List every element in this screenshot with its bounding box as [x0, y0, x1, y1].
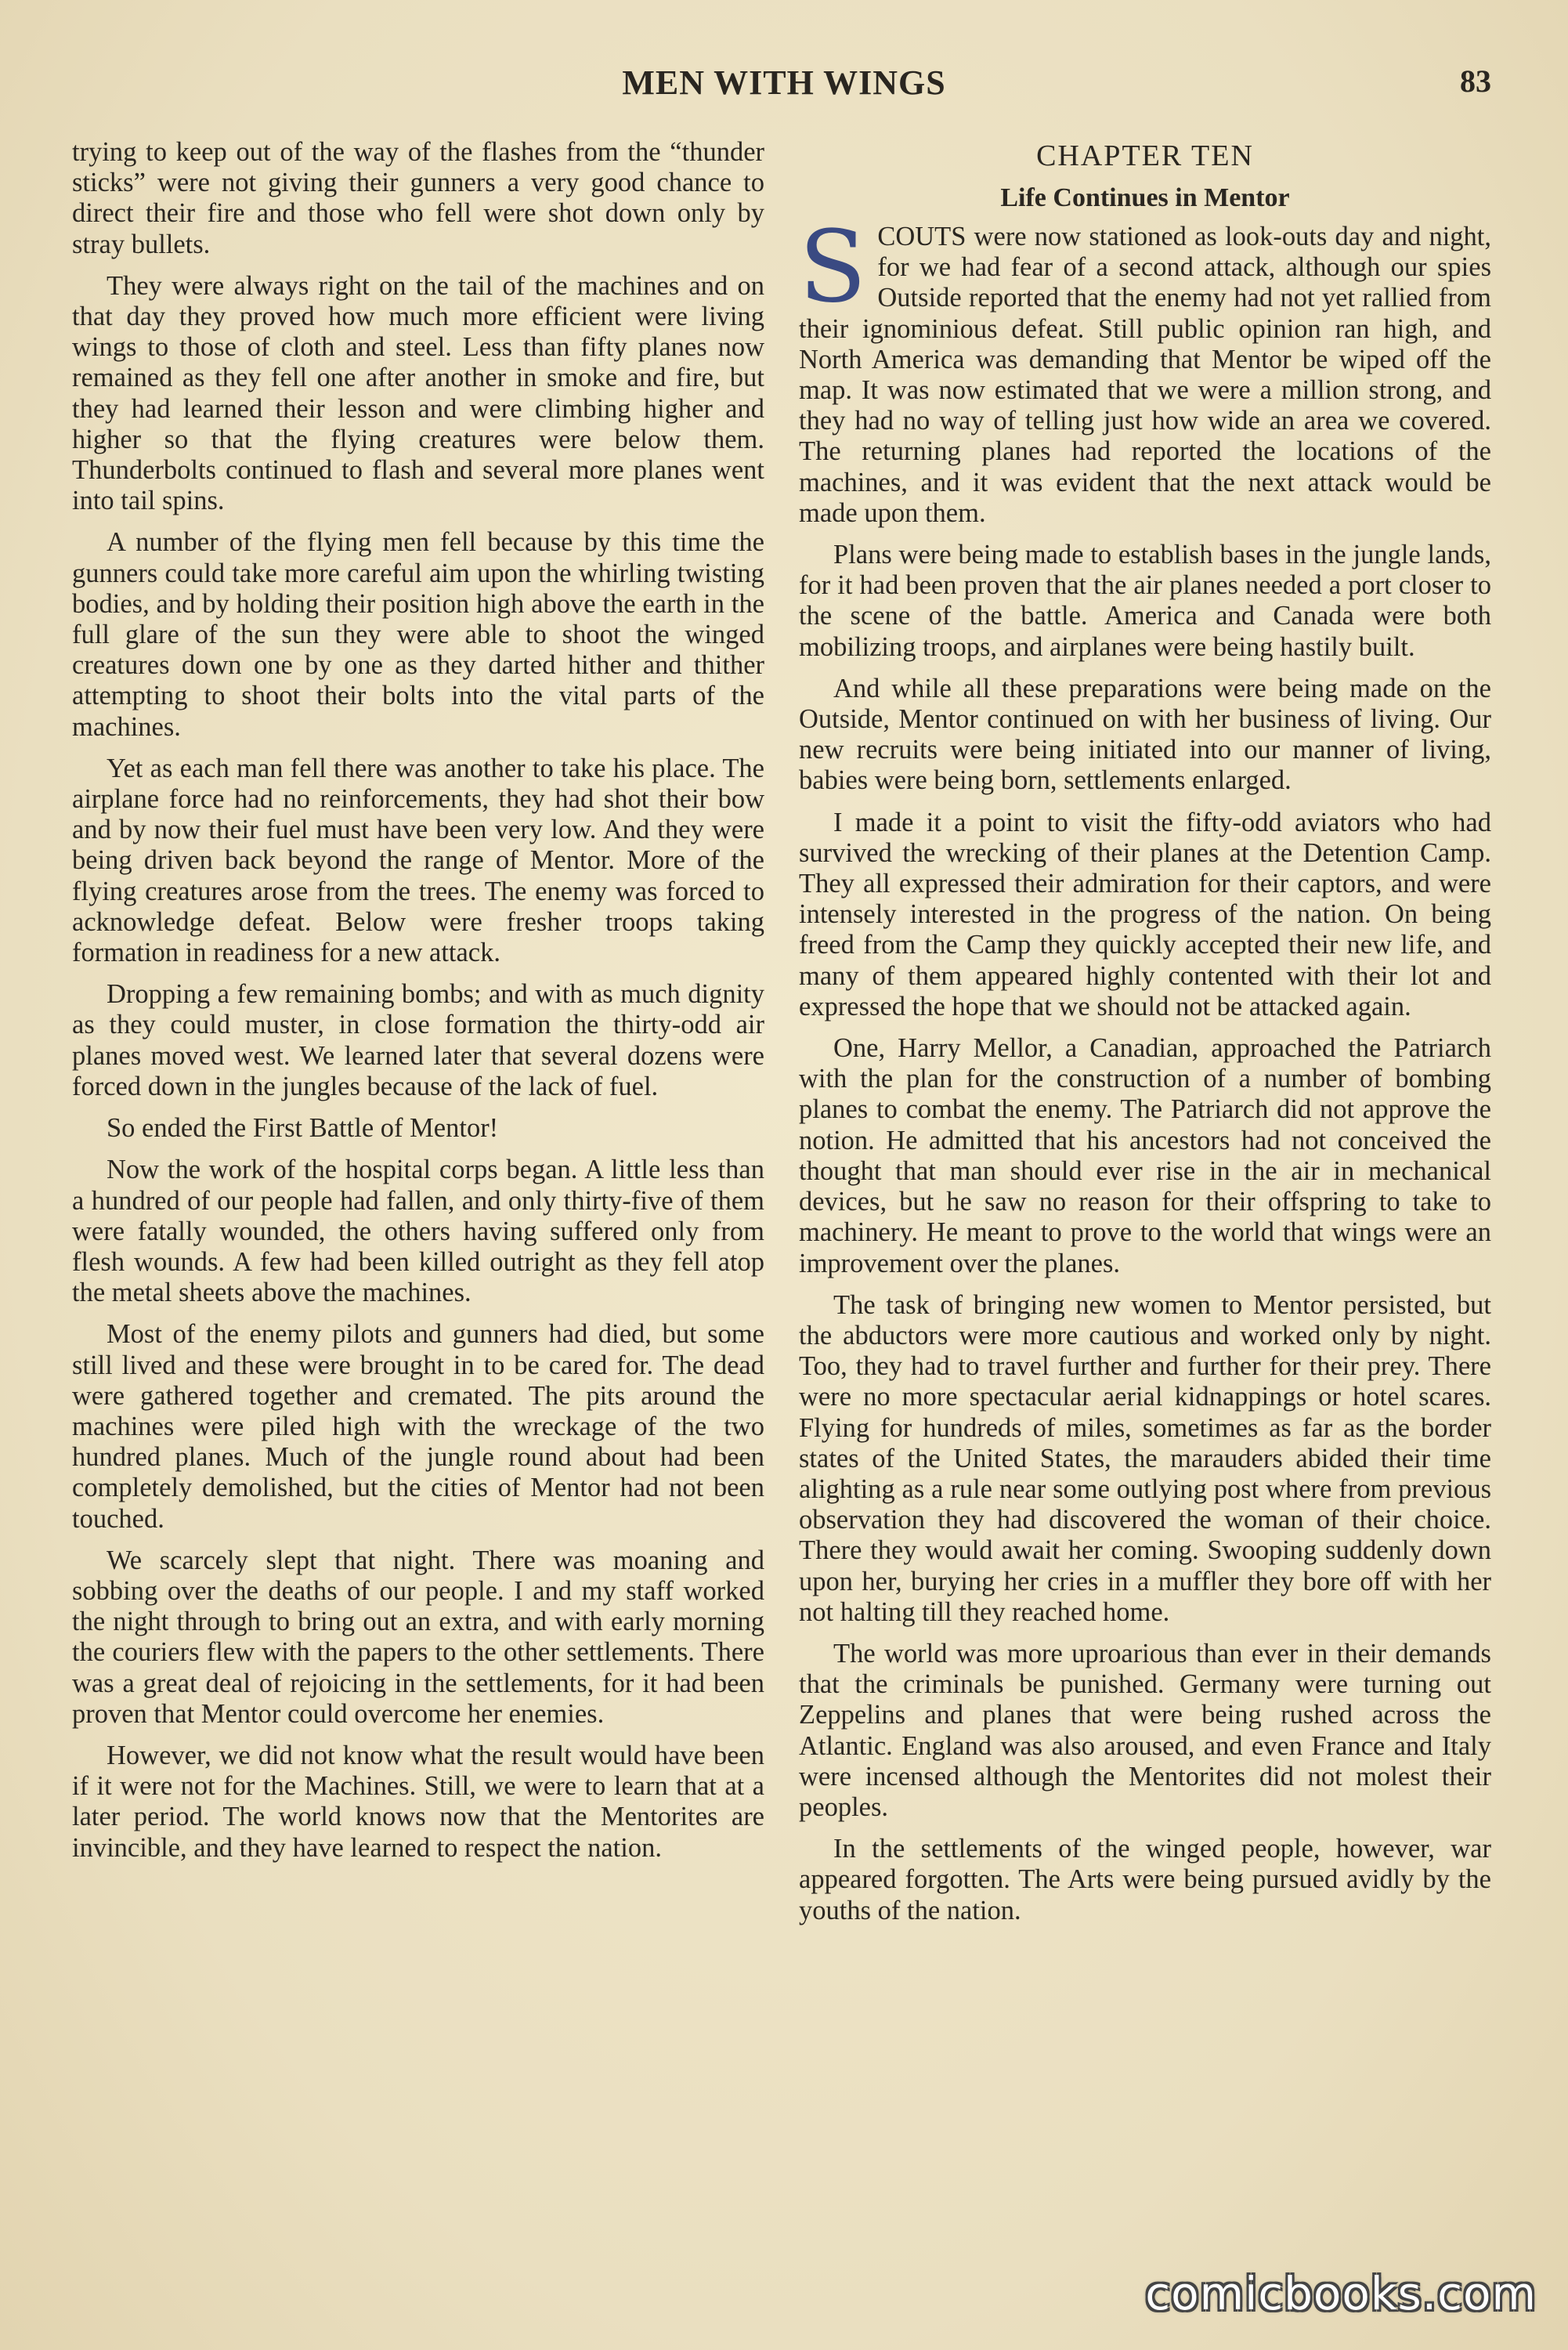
paragraph: Yet as each man fell there was another to take his place. The airplane force had no reinforcements, they had shot their bow and by now their fuel must have been very low. And they were being driven back beyond the range of Mentor. More of the flying creatures arose from the trees. The enemy was forced to acknowledge defeat. Below were fresher troops taking formation in readiness for a new attack.	[72, 753, 764, 968]
paragraph: Plans were being made to establish bases in the jungle lands, for it had been proven that the air planes needed a port closer to the scene of the battle. America and Canada were both mobilizing troops, and airplanes were being hastily built.	[799, 540, 1491, 662]
paragraph: They were always right on the tail of the machines and on that day they proved how much more efficient were living wings to those of cloth and steel. Less than fifty planes now remained as they fell one after another in smoke and fire, but they had learned their lesson and were climbing higher and higher so that the flying creatures were below them. Thunderbolts continued to flash and several more planes went into tail spins.	[72, 270, 764, 516]
paragraph: Most of the enemy pilots and gunners had died, but some still lived and these were brought in to be cared for. The dead were gathered together and cremated. The pits around the machines were piled high with the wreckage of the two hundred planes. Much of the jungle round about had been completely demolished, but the cities of Mentor had not been touched.	[72, 1319, 764, 1534]
chapter-title: CHAPTER TEN	[1036, 139, 1254, 172]
paragraph: One, Harry Mellor, a Canadian, approached the Patriarch with the plan for the construction of a number of bombing planes to combat the enemy. The Patriarch did not approve the notion. He admitted that his ancestors had not conceived the thought that man should ever rise in the air in mechanical devices, but he saw no reason for their offspring to take to machinery. He meant to prove to the world that wings were an improvement over the planes.	[799, 1033, 1491, 1278]
paragraph: The task of bringing new women to Mentor persisted, but the abductors were more cautious and worked only by night. Too, they had to travel further and further for their prey. There were no more spectacular aerial kidnappings or hotel scares. Flying for hundreds of miles, sometimes as far as the border states of the United States, the marauders abided their time alighting as a rule near some outlying post where from previous observation they had discovered the woman of their choice. There they would await her coming. Swooping suddenly down upon her, burying her cries in a muffler they bore off with her not halting till they reached home.	[799, 1289, 1491, 1627]
opening-paragraph	[799, 209, 1491, 529]
paragraph: Now the work of the hospital corps began. A little less than a hundred of our people had fallen, and only thirty-five of them were fatally wounded, the others having suffered only from flesh wounds. A few had been killed outright as they fell atop the metal sheets above the machines.	[72, 1155, 764, 1308]
paragraph: And while all these preparations were being made on the Outside, Mentor continued on with her business of living. Our new recruits were being initiated into our manner of living, babies were being born, settlements enlarged.	[799, 673, 1491, 796]
paragraph: A number of the flying men fell because by this time the gunners could take more careful aim upon the whirling twisting bodies, and by holding their position high above the earth in the full glare of the sun they were able to shoot the winged creatures down one by one as they darted hither and thither attempting to shoot their bolts into the vital parts of the machines.	[72, 527, 764, 742]
left-column	[72, 137, 764, 1875]
paragraph: The world was more uproarious than ever in their demands that the criminals be punished. Germany were turning out Zeppelins and planes that were being rushed across the Atlantic. England was also aroused, and even France and Italy were incensed although the Mentorites did not molest their peoples.	[799, 1638, 1491, 1822]
opening-paragraph-text: COUTS were now stationed as look-outs day and night, for we had fear of a second attack, although our spies Outside reported that the enemy had not yet rallied from their ignominious defeat. Still public opinion ran high, and North America was demanding that Mentor be wiped off the map. It was now estimated that we were a million strong, and they had no way of telling just how wide an area we covered. The returning planes had reported the locations of the machines, and it was evident that the next attack would be made upon them.	[799, 222, 1491, 528]
drop-cap: S	[799, 209, 867, 324]
page-header	[0, 63, 1568, 110]
paragraph: trying to keep out of the way of the flashes from the “thunder sticks” were not giving their gunners a very good chance to direct their fire and those who fell were shot down only by stray bullets.	[72, 137, 764, 259]
running-head: MEN WITH WINGS	[622, 63, 946, 102]
paragraph: However, we did not know what the result would have been if it were not for the Machines. Still, we were to learn that at a later period. The world knows now that the Mentorites are invincible, and they have learned to respect the nation.	[72, 1740, 764, 1863]
paragraph: We scarcely slept that night. There was moaning and sobbing over the deaths of our people. I and my staff worked the night through to bring out an extra, and with early morning the couriers flew with the papers to the other settlements. There was a great deal of rejoicing in the settlements, for it had been proven that Mentor could overcome her enemies.	[72, 1545, 764, 1729]
paragraph: I made it a point to visit the fifty-odd aviators who had survived the wrecking of their planes at the Detention Camp. They all expressed their admiration for their captors, and were intensely interested in the progress of the nation. On being freed from the Camp they quickly accepted their new life, and many of them appeared highly contented with their lot and expressed the hope that we should not be attacked again.	[799, 807, 1491, 1021]
paragraph: In the settlements of the winged people, however, war appeared forgotten. The Arts were being pursued avidly by the youths of the nation.	[799, 1834, 1491, 1925]
right-column	[799, 137, 1491, 1937]
paragraph: So ended the First Battle of Mentor!	[107, 1113, 499, 1144]
page-number: 83	[1460, 63, 1491, 99]
chapter-subtitle: Life Continues in Mentor	[1000, 183, 1290, 212]
paragraph: Dropping a few remaining bombs; and with as much dignity as they could muster, in close formation the thirty-odd air planes moved west. We learned later that several dozens were forced down in the jungles because of the lack of fuel.	[72, 979, 764, 1101]
watermark: comicbooks.com	[1145, 2267, 1537, 2320]
